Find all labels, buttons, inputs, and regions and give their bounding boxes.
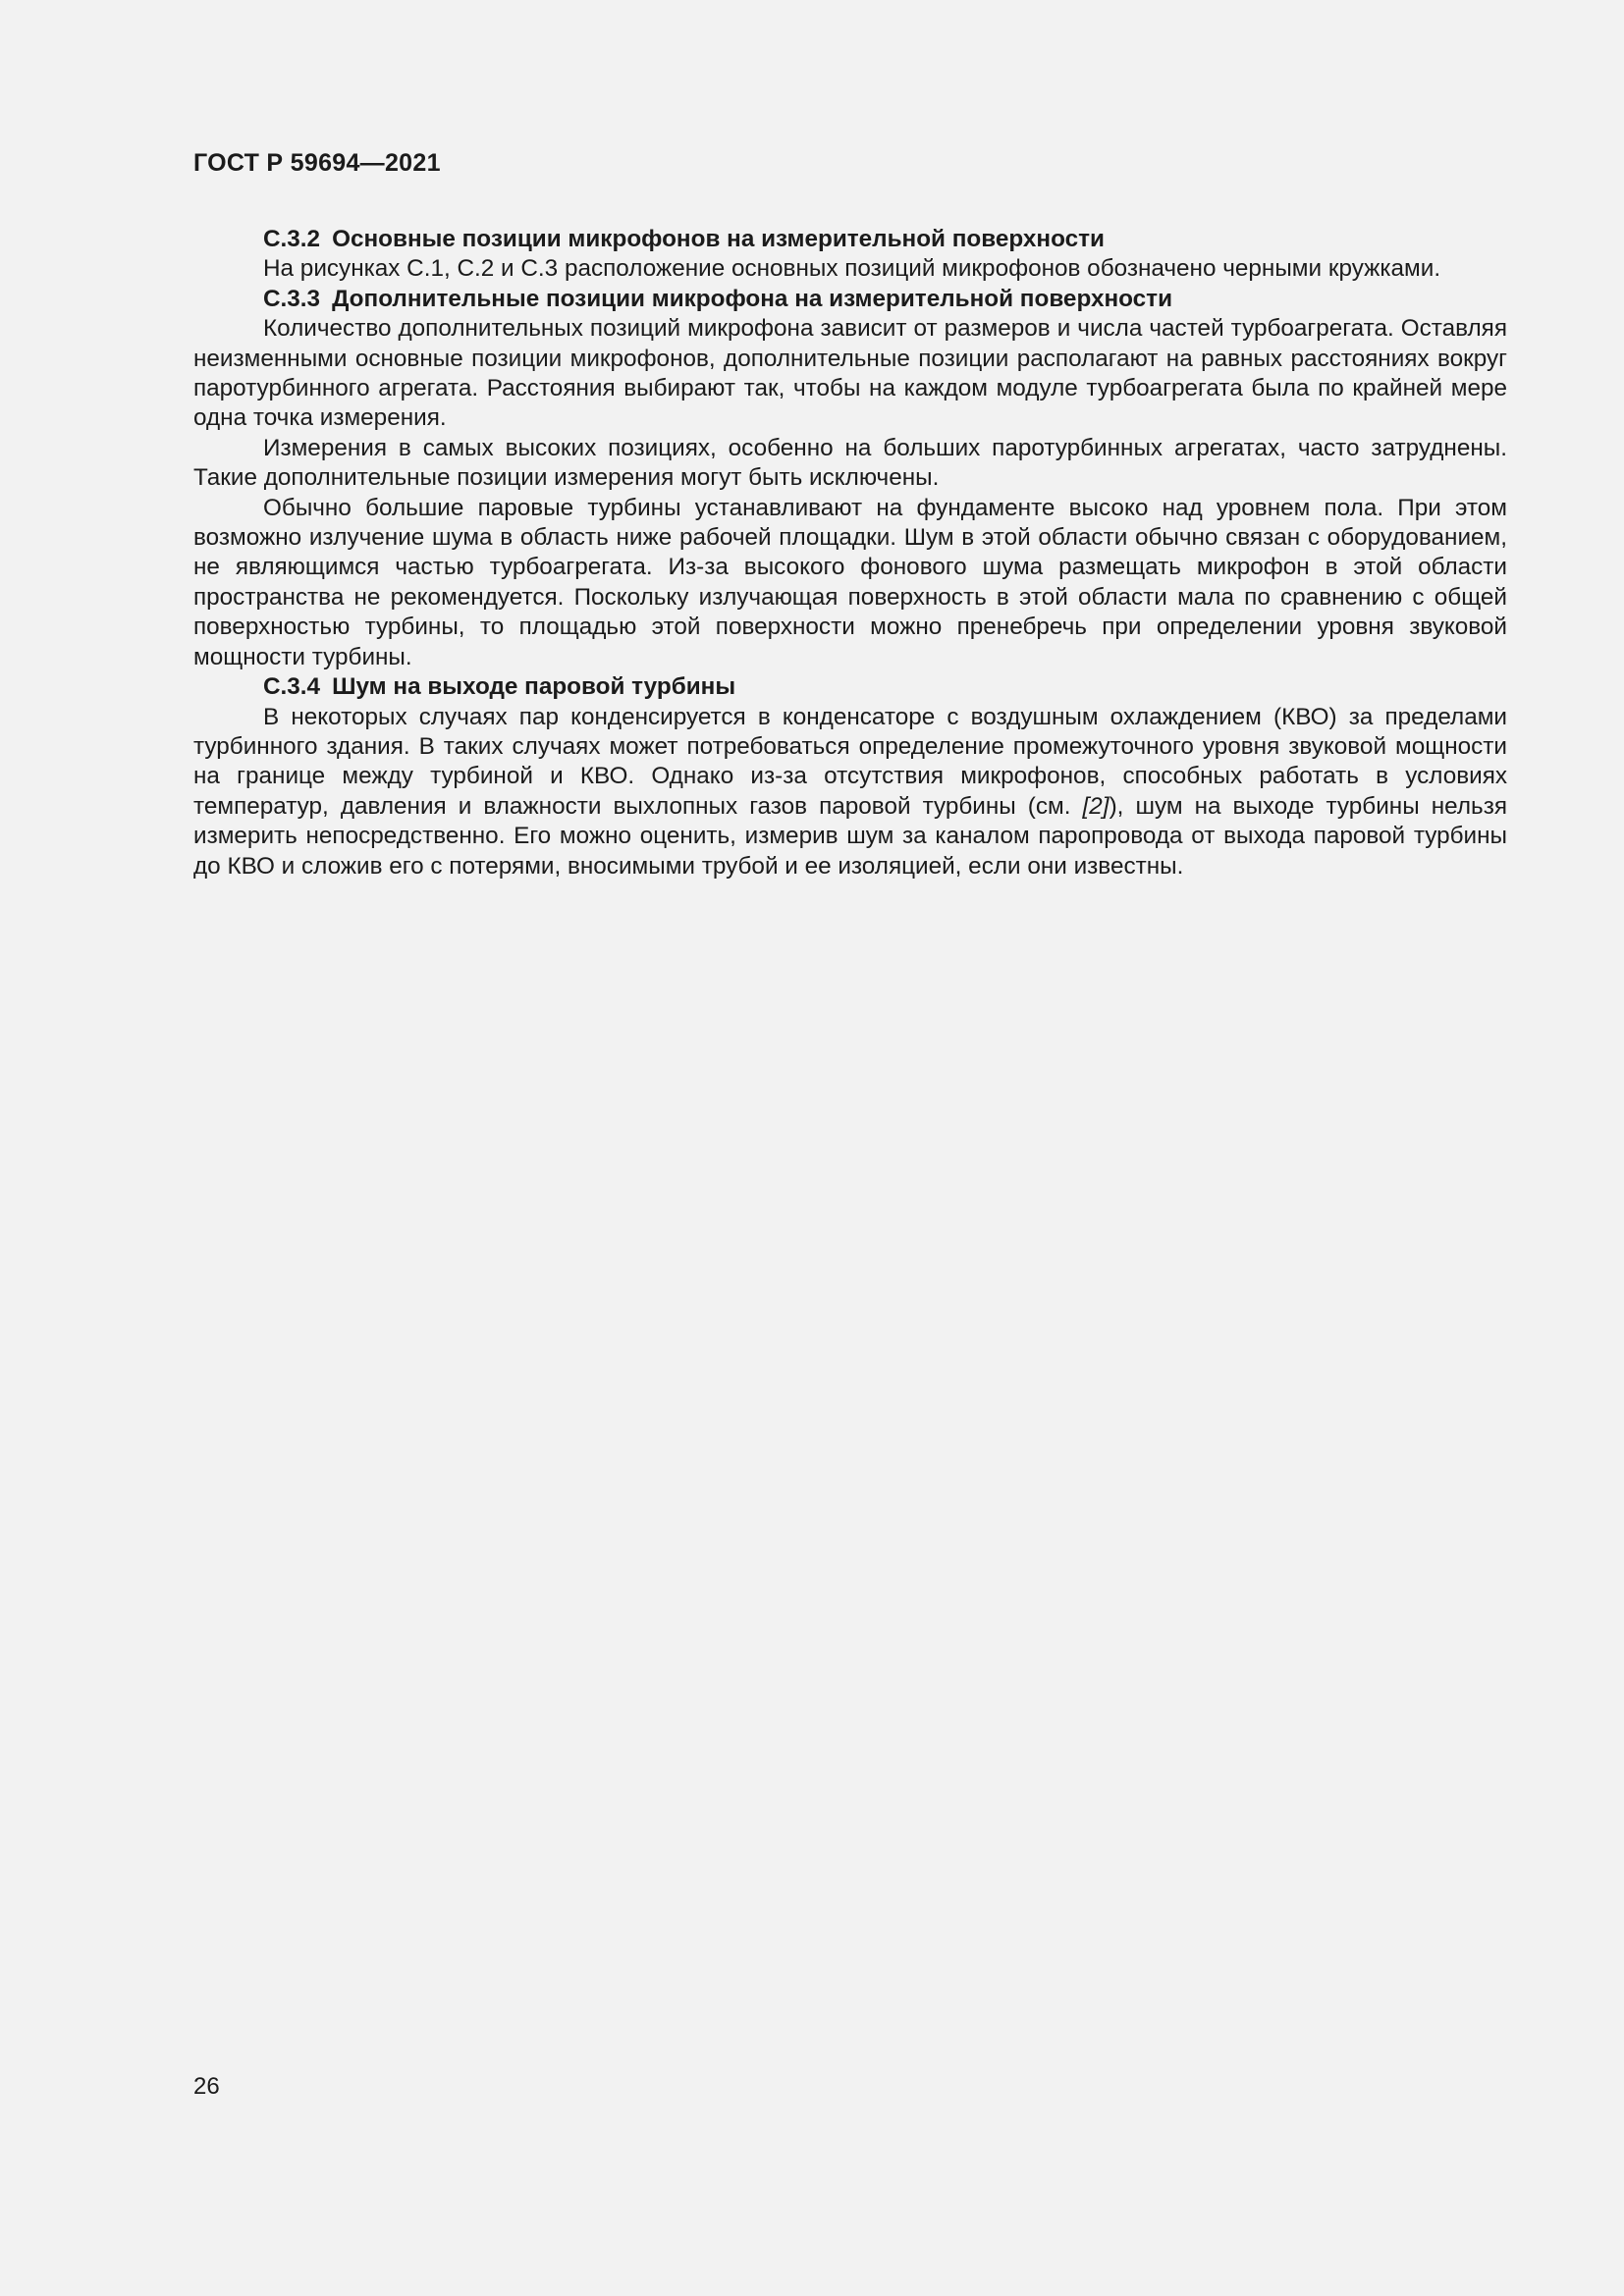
section-number: C.3.2 (263, 226, 321, 252)
paragraph-text-continued: ), шум на выходе турбины нельзя измерить непосредственно. Его можно оценить, измерив шум за каналом паропровода от выхода паровой турбины до КВО и сложив его с потерями, вносимыми трубой и ее изоляцией, если они известны. (193, 792, 1507, 880)
section-number: C.3.3 (263, 285, 321, 312)
paragraph: На рисунках С.1, С.2 и С.3 расположение основных позиций микрофонов обозначено черными кружками. (263, 255, 1441, 283)
paragraph: Измерения в самых высоких позициях, особенно на больших паротурбинных агрегатах, часто затруднены. Такие дополнительные позиции измерения могут быть исключены. (193, 434, 1507, 492)
paragraph-text: В некоторых случаях пар конденсируется в конденсаторе с воздушным охлаждением (КВО) за пределами турбинного здания. В таких случаях может потребоваться определение промежуточного уровня звуковой мощности на границе между турбиной и КВО. Однако из-за отсутствия микрофонов, способных работать в условиях температур, давления и влажности выхлопных газов паровой турбины (см. (193, 703, 1507, 820)
section-number: C.3.4 (263, 673, 321, 701)
paragraph (193, 703, 1507, 881)
section-heading-c33 (193, 285, 1507, 314)
section-heading-c32 (193, 225, 1507, 254)
section-heading-c34 (193, 672, 1507, 702)
page-number: 26 (193, 2073, 220, 2100)
paragraph: Обычно большие паровые турбины устанавливают на фундаменте высоко над уровнем пола. При этом возможно излучение шума в область ниже рабочей площадки. Шум в этой области обычно связан с оборудованием, не являющимся частью турбоагрегата. Из-за высокого фонового шума размещать микрофон в этой области пространства не рекомендуется. Поскольку излучающая поверхность в этой области мала по сравнению с общей поверхностью турбины, то площадью этой поверхности можно пренебречь при определении уровня звуковой мощности турбины. (193, 494, 1507, 670)
bibliography-reference: [2] (1082, 792, 1110, 820)
paragraph: Количество дополнительных позиций микрофона зависит от размеров и числа частей турбоагрегата. Оставляя неизменными основные позиции микрофонов, дополнительные позиции располагают на равных расстояниях вокруг паротурбинного агрегата. Расстояния выбирают так, чтобы на каждом модуле турбоагрегата была по крайней мере одна точка измерения. (193, 315, 1507, 432)
section-title: Шум на выходе паровой турбины (332, 673, 736, 701)
document-header-standard-id: ГОСТ Р 59694—2021 (193, 149, 441, 177)
document-body (193, 225, 1507, 881)
section-title: Основные позиции микрофонов на измерительной поверхности (332, 226, 1105, 252)
section-title: Дополнительные позиции микрофона на измерительной поверхности (332, 285, 1173, 312)
